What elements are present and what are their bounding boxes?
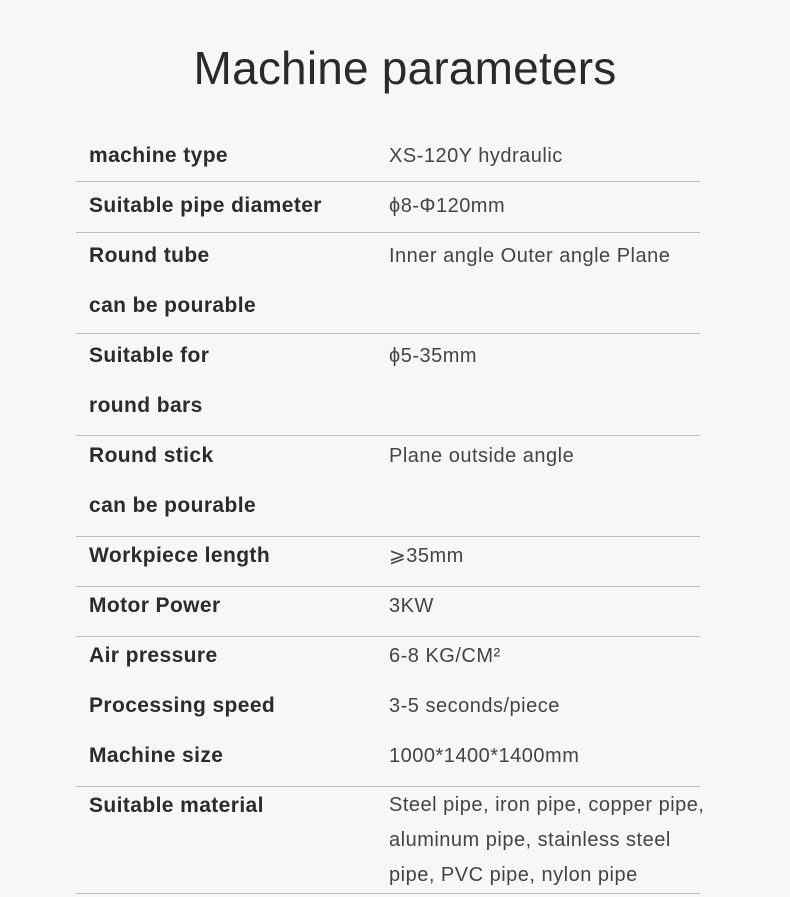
param-label (89, 131, 228, 181)
param-row-processing-speed (76, 681, 700, 731)
param-value-line: XS-120Y hydraulic (389, 145, 563, 167)
param-label-line: Suitable material (89, 794, 264, 817)
param-label (89, 781, 264, 831)
param-label (89, 231, 256, 331)
param-value-line: 6-8 KG/CM² (389, 645, 501, 667)
param-row-workpiece-length (76, 531, 700, 587)
param-row-round-tube (76, 231, 700, 334)
param-label (89, 331, 209, 431)
param-row-round-stick (76, 431, 700, 537)
param-row-machine-size (76, 731, 700, 787)
param-label-line: Round stick (89, 444, 214, 467)
param-label-line: Workpiece length (89, 544, 271, 567)
param-value (389, 431, 574, 481)
param-label-line: Suitable for (89, 344, 210, 367)
param-value-line: Inner angle Outer angle Plane (389, 245, 671, 267)
param-value (389, 631, 501, 681)
param-value (389, 181, 505, 231)
param-label (89, 731, 223, 781)
param-value (389, 131, 563, 181)
param-label (89, 181, 322, 231)
param-row-motor-power (76, 581, 700, 637)
param-label-line: Air pressure (89, 644, 218, 667)
param-label (89, 431, 256, 531)
param-row-air-pressure (76, 631, 700, 681)
param-label (89, 631, 218, 681)
param-label-line: can be pourable (89, 294, 257, 317)
param-value-line: 3-5 seconds/piece (389, 695, 560, 717)
param-value-line: pipe, PVC pipe, nylon pipe (389, 864, 638, 886)
param-value-line: ⩾35mm (389, 545, 464, 567)
param-row-round-bars (76, 331, 700, 436)
param-row-machine-type (76, 131, 700, 182)
param-value (389, 788, 704, 893)
param-value-line: 1000*1400*1400mm (389, 745, 580, 767)
param-label-line: Round tube (89, 244, 210, 267)
param-value-line: ϕ8-Φ120mm (389, 195, 506, 217)
param-value-line: 3KW (389, 595, 434, 617)
param-label-line: round bars (89, 394, 203, 417)
param-label-line: Processing speed (89, 694, 276, 717)
param-value-line: ϕ5-35mm (389, 345, 478, 367)
param-value (389, 731, 579, 781)
param-label-line: machine type (89, 144, 229, 167)
param-value-line: Steel pipe, iron pipe, copper pipe, (389, 794, 705, 816)
param-label (89, 681, 275, 731)
param-value (389, 231, 670, 281)
page-title: Machine parameters (193, 42, 617, 94)
param-label-line: Suitable pipe diameter (89, 194, 322, 217)
param-label-line: Machine size (89, 744, 224, 767)
param-value (389, 531, 464, 581)
param-label (89, 531, 270, 581)
param-value-line: aluminum pipe, stainless steel (389, 829, 671, 851)
param-label (89, 581, 221, 631)
param-row-pipe-diameter (76, 181, 700, 233)
param-label-line: Motor Power (89, 594, 221, 617)
param-value (389, 681, 560, 731)
param-value (389, 581, 434, 631)
param-value (389, 331, 477, 381)
param-value-line: Plane outside angle (389, 445, 575, 467)
param-row-suitable-material (76, 781, 705, 894)
param-label-line: can be pourable (89, 494, 257, 517)
